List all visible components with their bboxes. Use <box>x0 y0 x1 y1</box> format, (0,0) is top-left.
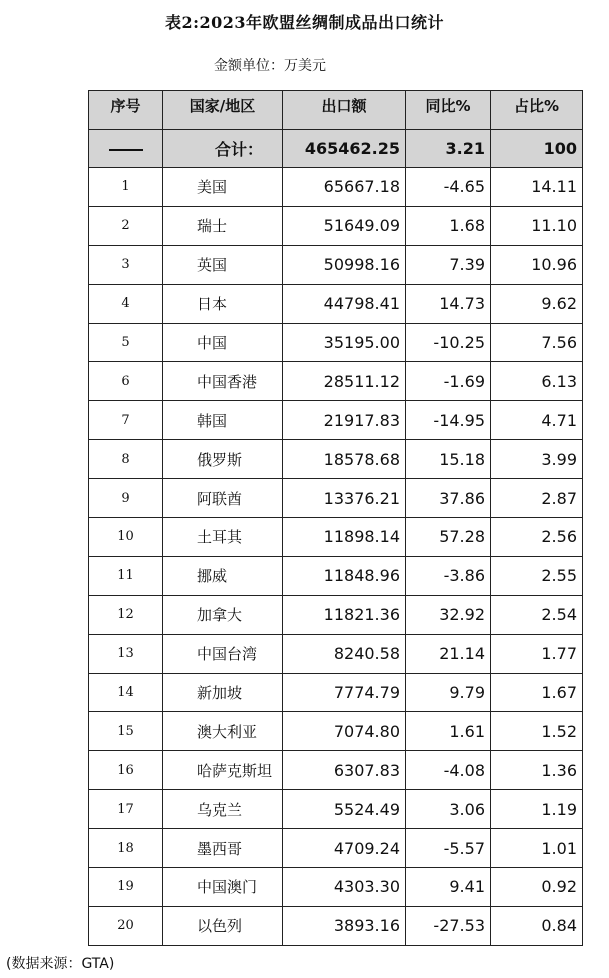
row-index: 1 <box>89 168 163 207</box>
row-export: 28511.12 <box>283 362 406 401</box>
row-share: 1.67 <box>491 673 583 712</box>
header-export: 出口额 <box>283 91 406 130</box>
row-yoy: 9.41 <box>406 868 491 907</box>
dash-mark <box>109 149 143 151</box>
row-export: 44798.41 <box>283 284 406 323</box>
table-row <box>89 168 583 207</box>
row-export: 35195.00 <box>283 323 406 362</box>
table-row <box>89 556 583 595</box>
row-index: 14 <box>89 673 163 712</box>
row-share: 14.11 <box>491 168 583 207</box>
row-yoy: -4.65 <box>406 168 491 207</box>
row-share: 2.87 <box>491 479 583 518</box>
row-country: 中国台湾 <box>163 634 283 673</box>
row-country: 俄罗斯 <box>163 440 283 479</box>
row-export: 18578.68 <box>283 440 406 479</box>
row-yoy: 1.68 <box>406 206 491 245</box>
row-yoy: 37.86 <box>406 479 491 518</box>
row-share: 0.92 <box>491 868 583 907</box>
table-row <box>89 401 583 440</box>
row-index: 15 <box>89 712 163 751</box>
row-export: 51649.09 <box>283 206 406 245</box>
table-row <box>89 751 583 790</box>
unit-label: 金额单位：万美元 <box>214 58 326 74</box>
row-index: 2 <box>89 206 163 245</box>
row-country: 哈萨克斯坦 <box>163 751 283 790</box>
row-export: 11848.96 <box>283 556 406 595</box>
row-export: 6307.83 <box>283 751 406 790</box>
row-yoy: 15.18 <box>406 440 491 479</box>
table-row <box>89 634 583 673</box>
row-export: 21917.83 <box>283 401 406 440</box>
row-export: 11898.14 <box>283 518 406 557</box>
row-country: 日本 <box>163 284 283 323</box>
row-share: 2.55 <box>491 556 583 595</box>
row-yoy: -27.53 <box>406 906 491 945</box>
row-share: 2.54 <box>491 595 583 634</box>
table-row <box>89 673 583 712</box>
row-index: 5 <box>89 323 163 362</box>
row-index: 6 <box>89 362 163 401</box>
row-index: 11 <box>89 556 163 595</box>
table-row <box>89 906 583 945</box>
row-country: 墨西哥 <box>163 829 283 868</box>
table-header-row <box>89 91 583 130</box>
row-index: 9 <box>89 479 163 518</box>
row-index: 20 <box>89 906 163 945</box>
row-export: 5524.49 <box>283 790 406 829</box>
table-row <box>89 284 583 323</box>
row-share: 7.56 <box>491 323 583 362</box>
row-yoy: 32.92 <box>406 595 491 634</box>
row-share: 10.96 <box>491 245 583 284</box>
document-title: 表2:2023年欧盟丝绸制成品出口统计 <box>164 13 445 32</box>
total-row <box>89 130 583 168</box>
table-row <box>89 323 583 362</box>
table-row <box>89 440 583 479</box>
row-yoy: -4.08 <box>406 751 491 790</box>
row-share: 9.62 <box>491 284 583 323</box>
header-country: 国家/地区 <box>163 91 283 130</box>
row-yoy: 57.28 <box>406 518 491 557</box>
total-share: 100 <box>491 130 583 168</box>
row-share: 1.77 <box>491 634 583 673</box>
row-export: 7074.80 <box>283 712 406 751</box>
table-row <box>89 245 583 284</box>
row-export: 65667.18 <box>283 168 406 207</box>
row-export: 50998.16 <box>283 245 406 284</box>
row-index: 19 <box>89 868 163 907</box>
header-share: 占比% <box>491 91 583 130</box>
row-yoy: 3.06 <box>406 790 491 829</box>
row-yoy: -3.86 <box>406 556 491 595</box>
row-share: 6.13 <box>491 362 583 401</box>
table-row <box>89 206 583 245</box>
row-export: 4709.24 <box>283 829 406 868</box>
row-share: 3.99 <box>491 440 583 479</box>
row-index: 3 <box>89 245 163 284</box>
row-yoy: -1.69 <box>406 362 491 401</box>
row-index: 10 <box>89 518 163 557</box>
table-row <box>89 518 583 557</box>
header-index: 序号 <box>89 91 163 130</box>
row-country: 新加坡 <box>163 673 283 712</box>
row-country: 美国 <box>163 168 283 207</box>
row-export: 3893.16 <box>283 906 406 945</box>
row-country: 加拿大 <box>163 595 283 634</box>
row-country: 挪威 <box>163 556 283 595</box>
row-export: 13376.21 <box>283 479 406 518</box>
row-country: 英国 <box>163 245 283 284</box>
table-row <box>89 829 583 868</box>
row-yoy: -10.25 <box>406 323 491 362</box>
row-yoy: 21.14 <box>406 634 491 673</box>
row-yoy: 1.61 <box>406 712 491 751</box>
row-share: 11.10 <box>491 206 583 245</box>
row-share: 2.56 <box>491 518 583 557</box>
row-country: 中国 <box>163 323 283 362</box>
row-export: 8240.58 <box>283 634 406 673</box>
row-yoy: 14.73 <box>406 284 491 323</box>
row-country: 中国香港 <box>163 362 283 401</box>
row-yoy: -14.95 <box>406 401 491 440</box>
row-index: 4 <box>89 284 163 323</box>
row-country: 澳大利亚 <box>163 712 283 751</box>
row-index: 17 <box>89 790 163 829</box>
row-country: 中国澳门 <box>163 868 283 907</box>
row-index: 18 <box>89 829 163 868</box>
row-export: 4303.30 <box>283 868 406 907</box>
source-note: (数据来源：GTA) <box>6 956 115 972</box>
row-country: 韩国 <box>163 401 283 440</box>
row-index: 12 <box>89 595 163 634</box>
row-index: 7 <box>89 401 163 440</box>
row-share: 1.01 <box>491 829 583 868</box>
table-row <box>89 790 583 829</box>
row-share: 1.19 <box>491 790 583 829</box>
total-export: 465462.25 <box>283 130 406 168</box>
total-label: 合计： <box>163 130 283 168</box>
row-yoy: -5.57 <box>406 829 491 868</box>
total-index <box>89 130 163 168</box>
row-share: 4.71 <box>491 401 583 440</box>
table-row <box>89 868 583 907</box>
row-index: 16 <box>89 751 163 790</box>
row-export: 11821.36 <box>283 595 406 634</box>
row-yoy: 9.79 <box>406 673 491 712</box>
row-share: 1.52 <box>491 712 583 751</box>
table-row <box>89 712 583 751</box>
row-index: 8 <box>89 440 163 479</box>
table-row <box>89 362 583 401</box>
row-country: 土耳其 <box>163 518 283 557</box>
row-index: 13 <box>89 634 163 673</box>
table-row <box>89 595 583 634</box>
export-table <box>88 90 583 946</box>
row-share: 1.36 <box>491 751 583 790</box>
header-yoy: 同比% <box>406 91 491 130</box>
row-share: 0.84 <box>491 906 583 945</box>
row-yoy: 7.39 <box>406 245 491 284</box>
row-country: 以色列 <box>163 906 283 945</box>
row-country: 阿联酋 <box>163 479 283 518</box>
row-export: 7774.79 <box>283 673 406 712</box>
table-row <box>89 479 583 518</box>
row-country: 瑞士 <box>163 206 283 245</box>
total-yoy: 3.21 <box>406 130 491 168</box>
row-country: 乌克兰 <box>163 790 283 829</box>
